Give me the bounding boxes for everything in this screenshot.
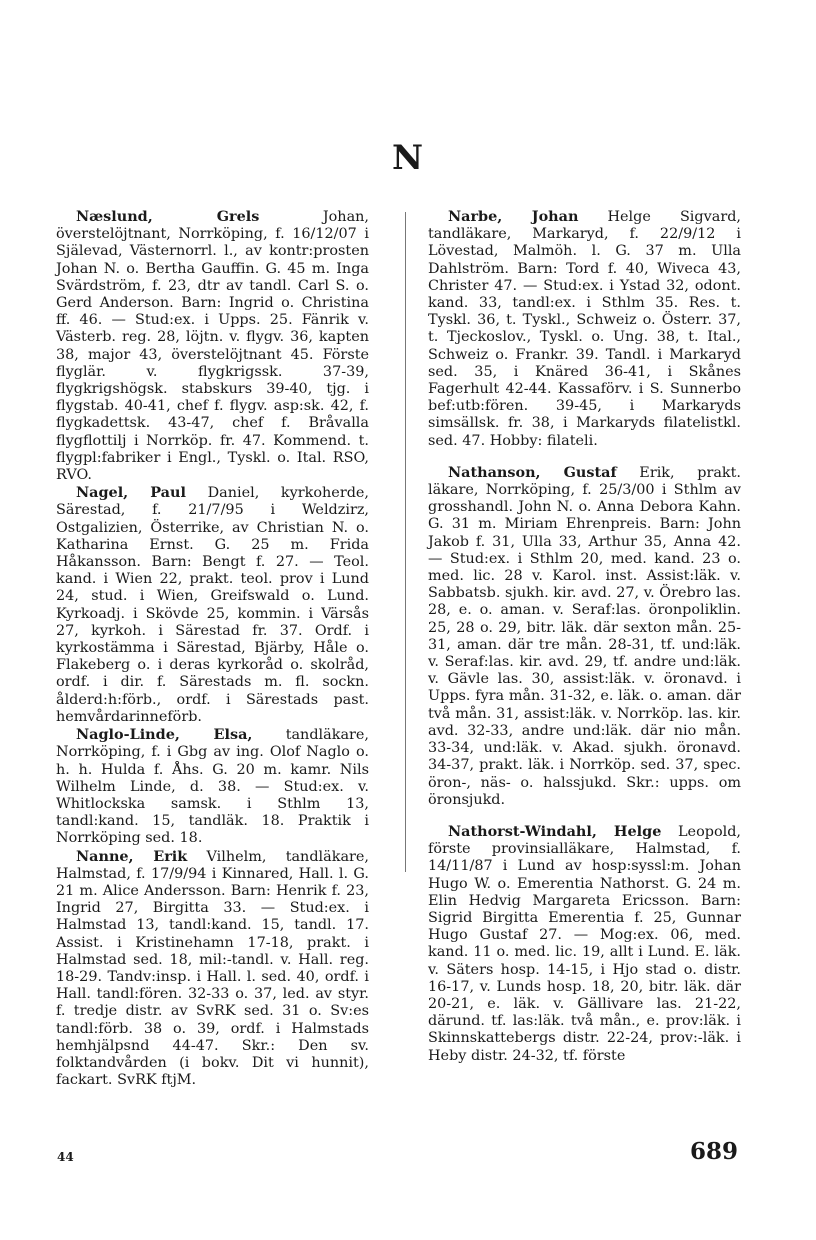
page-number: 689	[690, 1138, 739, 1165]
entry-nathorst-windahl	[428, 823, 741, 1065]
left-column	[56, 208, 369, 1089]
entry-text: Erik, prakt. läkare, Norrköping, f. 25/3/00 i Sthlm av grosshandl. John N. o. Anna Debora Kahn. G. 31 m. Miriam Ehrenpreis. Barn: John Jakob f. 31, Ulla 33, Arthur 35, Anna 42. — Stud:ex. i Sthlm 20, med. kand. 23 o. med. lic. 28 v. Karol. inst. Assist:läk. v. Sabbatsb. sjukh. kir. avd. 27, v. Örebro las. 28, e. o. aman. v. Seraf:las. öronpoliklin. 25, 28 o. 29, bitr. läk. där sexton mån. 25-31, aman. där tre mån. 28-31, tf. und:läk. v. Seraf:las. kir. avd. 29, tf. andre und:läk. v. Gävle las. 30, assist:läk. v. öronavd. i Upps. fyra mån. 31-32, e. läk. o. aman. där två mån. 31, assist:läk. v. Norrköp. las. kir. avd. 32-33, andre und:läk. där nio mån. 33-34, und:läk. v. Akad. sjukh. öronavd. 34-37, prakt. läk. i Norrköp. sed. 37, spec. öron-, näs- o. halssjukd. Skr.: upps. om öronsjukd.	[428, 464, 741, 808]
entry-name: Nathanson, Gustaf	[448, 463, 617, 481]
entry-name: Nagel, Paul	[76, 484, 186, 502]
entry-name: Nathorst-Windahl, Helge	[448, 822, 662, 840]
column-divider	[405, 212, 406, 872]
entry-text: Helge Sigvard, tandläkare, Markaryd, f. 22/9/12 i Lövestad, Malmöh. l. G. 37 m. Ulla Dahlström. Barn: Tord f. 40, Wiveca 43, Christer 47. — Stud:ex. i Ystad 32, odont. kand. 33, tandl:ex. i Sthlm 35. Res. t. Tyskl. 36, t. Tyskl., Schweiz o. Österr. 37, t. Tjeckoslov., Tyskl. o. Ung. 38, t. Ital., Schweiz o. Frankr. 39. Tandl. i Markaryd sed. 35, i Knäred 36-41, i Skånes Fagerhult 42-44. Kassaförv. i S. Sunnerbo bef:utb:fören. 39-45, i Markaryds simsällsk. fr. 38, i Markaryds filatelistkl. sed. 47. Hobby: filateli.	[428, 209, 741, 449]
entry-narbe	[428, 208, 741, 450]
footer-signature-mark: 44	[57, 1150, 74, 1164]
entry-naeslund	[56, 208, 369, 484]
entry-text: tandläkare, Norrköping, f. i Gbg av ing. Olof Naglo o. h. h. Hulda f. Åhs. G. 20 m. kamr. Nils Wilhelm Linde, d. 38. — Stud:ex. v. Whitlockska samsk. i Sthlm 13, tandl:kand. 15, tandläk. 18. Praktik i Norrköping sed. 18.	[56, 727, 369, 847]
entry-naglo-linde	[56, 726, 369, 847]
right-column	[428, 208, 741, 1079]
entry-text: Vilhelm, tandläkare, Halmstad, f. 17/9/94 i Kinnared, Hall. l. G. 21 m. Alice Andersson. Barn: Henrik f. 23, Ingrid 27, Birgitta 33. — Stud:ex. i Halmstad 13, tandl:kand. 15, tandl. 17. Assist. i Kristinehamn 17-18, prakt. i Halmstad sed. 18, mil:-tandl. v. Hall. reg. 18-29. Tandv:insp. i Hall. l. sed. 40, ordf. i Hall. tandl:fören. 32-33 o. 37, led. av styr. f. tredje distr. av SvRK sed. 31 o. Sv:es tandl:förb. 38 o. 39, ordf. i Halmstads hemhjälpsnd 44-47. Skr.: Den sv. folktandvården (i bokv. Dit vi hunnit), fackart. SvRK ftjM.	[56, 848, 369, 1089]
entry-name: Nanne, Erik	[76, 847, 188, 865]
entry-text: Daniel, kyrkoherde, Särestad, f. 21/7/95 i Weldzirz, Ostgalizien, Österrike, av Christian N. o. Katharina Ernst. G. 25 m. Frida Håkansson. Barn: Bengt f. 27. — Teol. kand. i Wien 22, prakt. teol. prov i Lund 24, stud. i Wien, Greifswald o. Lund. Kyrkoadj. i Skövde 25, kommin. i Värsås 27, kyrkoh. i Särestad fr. 37. Ordf. i kyrkostämma i Särestad, Bjärby, Håle o. Flakeberg o. i deras kyrkoråd o. skolråd, ordf. i dir. f. Särestads m. fl. sockn. ålderd:h:förb., ordf. i Särestads past. hemvårdarinneförb.	[56, 485, 369, 725]
entry-name: Næslund, Grels	[76, 208, 260, 225]
entry-text: Johan, överstelöjtnant, Norrköping, f. 16/12/07 i Själevad, Västernorrl. l., av kontr:prosten Johan N. o. Bertha Gauffin. G. 45 m. Inga Svärdström, f. 23, dtr av tandl. Carl S. o. Gerd Anderson. Barn: Ingrid o. Christina ff. 46. — Stud:ex. i Upps. 25. Fänrik v. Västerb. reg. 28, löjtn. v. flygv. 36, kapten 38, major 43, överstelöjtnant 45. Förste flyglär. v. flygkrigssk. 37-39, flygkrigshögsk. stabskurs 39-40, tjg. i flygstab. 40-41, chef f. flygv. asp:sk. 42, f. flygkadettsk. 43-47, chef f. Bråvalla flygflottilj i Norrköp. fr. 47. Kommend. t. flygpl:fabriker i Engl., Tyskl. o. Ital. RSO, RVO.	[56, 209, 369, 484]
entry-nagel	[56, 484, 369, 726]
entry-name: Narbe, Johan	[448, 208, 579, 225]
entry-nathanson	[428, 464, 741, 809]
section-letter: N	[391, 138, 425, 178]
entry-text: Leopold, förste provinsialläkare, Halmstad, f. 14/11/87 i Lund av hosp:syssl:m. Johan Hugo W. o. Emerentia Nathorst. G. 24 m. Elin Hedvig Margareta Ericsson. Barn: Sigrid Birgitta Emerentia f. 25, Gunnar Hugo Gustaf 27. — Mog:ex. 06, med. kand. 11 o. med. lic. 19, allt i Lund. E. läk. v. Säters hosp. 14-15, i Hjo stad o. distr. 16-17, v. Lunds hosp. 18, 20, bitr. läk. där 20-21, e. läk. v. Gällivare las. 21-22, därund. tf. las:läk. två mån., e. prov:läk. i Skinnskattebergs distr. 22-24, prov:-läk. i Heby distr. 24-32, tf. förste	[428, 823, 741, 1064]
entry-name: Naglo-Linde, Elsa,	[76, 726, 253, 744]
entry-nanne	[56, 848, 369, 1090]
